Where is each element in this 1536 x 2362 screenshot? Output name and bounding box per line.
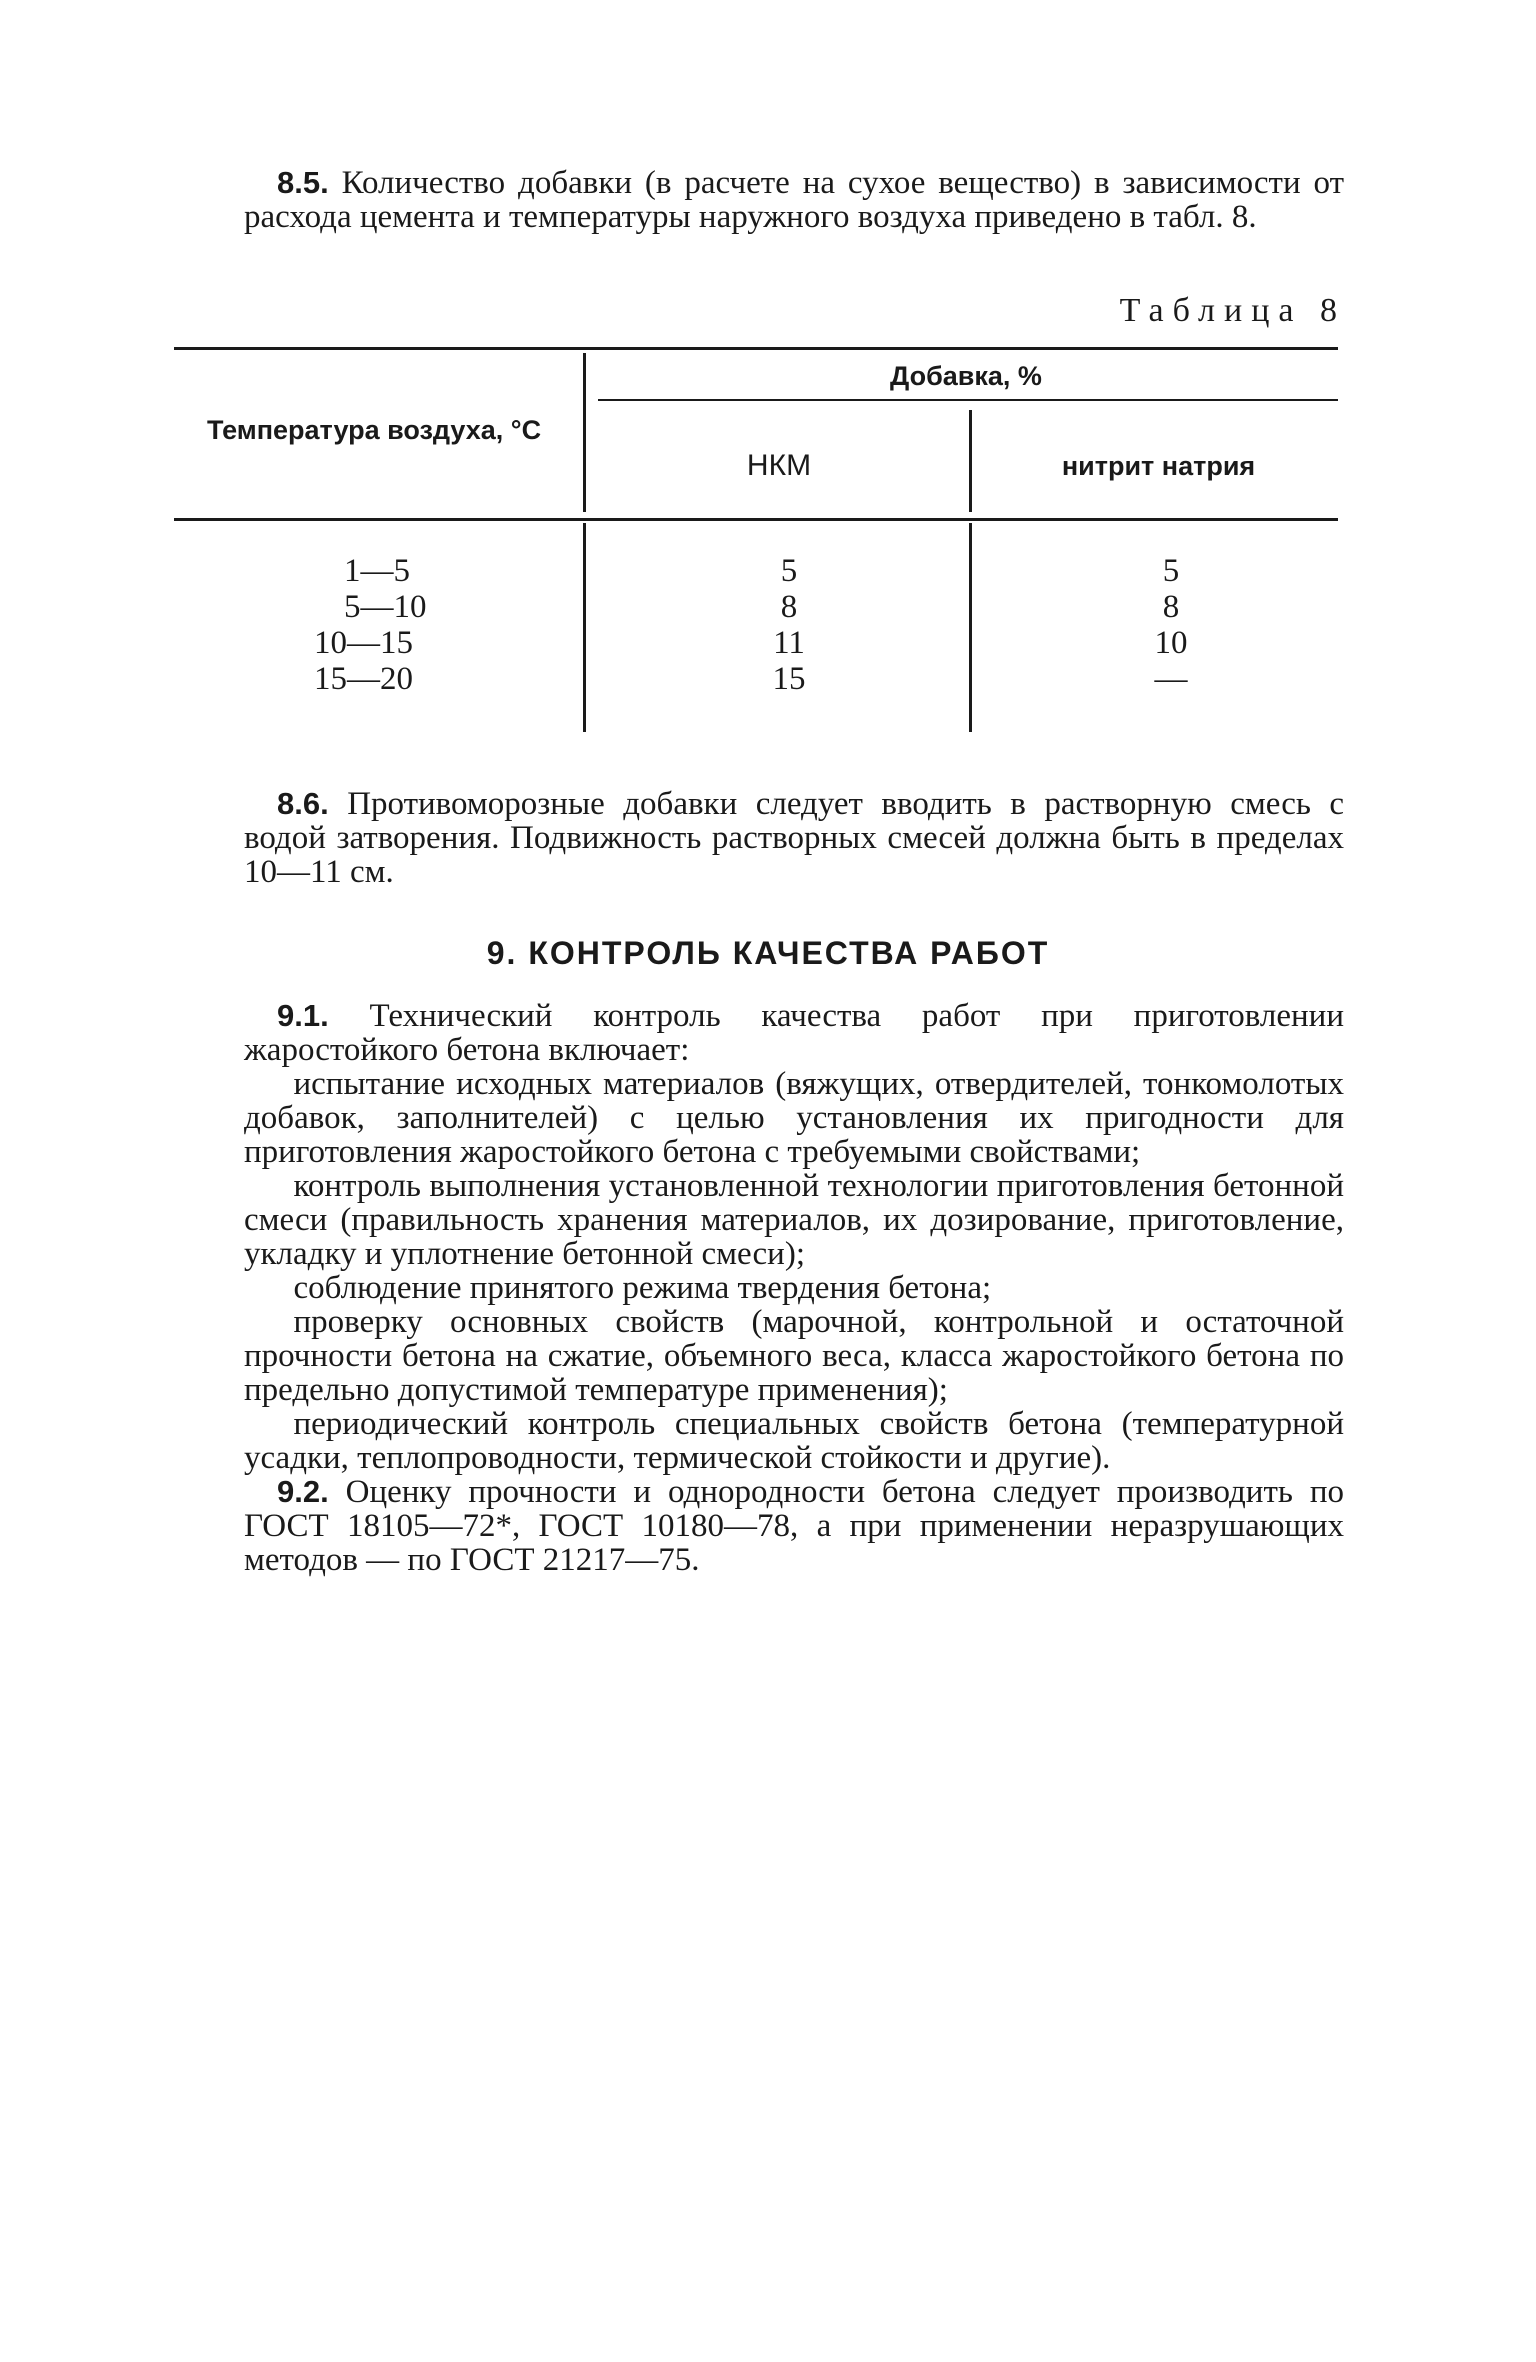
paragraph-8-6 (244, 787, 1344, 889)
list-item: соблюдение принятого режима твердения бетона; (293, 1270, 992, 1306)
paragraph-number: 8.5. (277, 165, 329, 200)
section-heading: 9. КОНТРОЛЬ КАЧЕСТВА РАБОТ (486, 935, 1050, 971)
section-9-body (244, 999, 1344, 1577)
list-item: испытание исходных материалов (вяжущих, отвердителей, тонкомолотых добавок, заполнителей) с целью установления их пригодности для приготовления жаростойкого бетона с требуемыми свойствами; (244, 1066, 1344, 1170)
column-sodium-nitrite (1116, 553, 1226, 697)
table-caption: Таблица 8 (1119, 292, 1346, 329)
cell-nitrite: 5 (1162, 553, 1180, 589)
cell-nitrite: — (1154, 661, 1188, 697)
cell-temp: 1—5 (344, 553, 410, 589)
cell-nkm: 11 (773, 625, 805, 661)
list-item: контроль выполнения установленной технологии приготовления бетонной смеси (правильность хранения материалов, их дозирование, приготовление, укладку и уплотнение бетонной смеси); (244, 1168, 1344, 1272)
column-temperature (314, 553, 474, 697)
cell-temp: 15—20 (314, 661, 413, 697)
table-vrule-2-header (969, 410, 972, 512)
cell-nkm: 5 (780, 553, 798, 589)
list-item: периодический контроль специальных свойств бетона (температурной усадки, теплопроводности, термической стойкости и другие). (244, 1406, 1344, 1476)
table-group-rule (598, 399, 1338, 401)
table-vrule-2-body (969, 523, 972, 732)
list-item: проверку основных свойств (марочной, контрольной и остаточной прочности бетона на сжатие, объемного веса, класса жаростойкого бетона по предельно допустимой температуре применения); (244, 1304, 1344, 1408)
paragraph-number: 8.6. (277, 786, 329, 821)
paragraph-number: 9.1. (277, 998, 329, 1033)
header-nkm: НКМ (746, 449, 812, 482)
paragraph-9-2 (244, 1475, 1344, 1577)
cell-nkm: 8 (780, 589, 798, 625)
table-vrule-1-header (583, 353, 586, 512)
cell-temp: 5—10 (344, 589, 427, 625)
table-header-rule (174, 518, 1338, 521)
table-8 (174, 347, 1338, 732)
paragraph-text: Количество добавки (в расчете на сухое вещество) в зависимости от расхода цемента и температуры наружного воздуха приведено в табл. 8. (244, 165, 1344, 235)
paragraph-text: Оценку прочности и однородности бетона следует производить по ГОСТ 18105—72*, ГОСТ 10180—78, а при применении неразрушающих методов — по ГОСТ 21217—75. (244, 1474, 1345, 1578)
column-nkm (734, 553, 844, 697)
table-vrule-1-body (583, 523, 586, 732)
header-additive-group: Добавка, % (890, 361, 1042, 391)
paragraph-number: 9.2. (277, 1474, 329, 1509)
table-top-rule (174, 347, 1338, 350)
header-sodium-nitrite: нитрит натрия (1061, 451, 1256, 481)
cell-nitrite: 10 (1154, 625, 1188, 661)
cell-temp: 10—15 (314, 625, 413, 661)
paragraph-8-5 (244, 166, 1344, 234)
paragraph-text: Технический контроль качества работ при приготовлении жаростойкого бетона включает: (244, 998, 1344, 1068)
cell-nkm: 15 (772, 661, 806, 697)
paragraph-9-1 (244, 999, 1344, 1067)
cell-nitrite: 8 (1162, 589, 1180, 625)
paragraph-text: Противоморозные добавки следует вводить в растворную смесь с водой затворения. Подвижность растворных смесей должна быть в пределах 10—11 см. (244, 786, 1344, 890)
header-temperature: Температура воздуха, °С (206, 415, 542, 445)
